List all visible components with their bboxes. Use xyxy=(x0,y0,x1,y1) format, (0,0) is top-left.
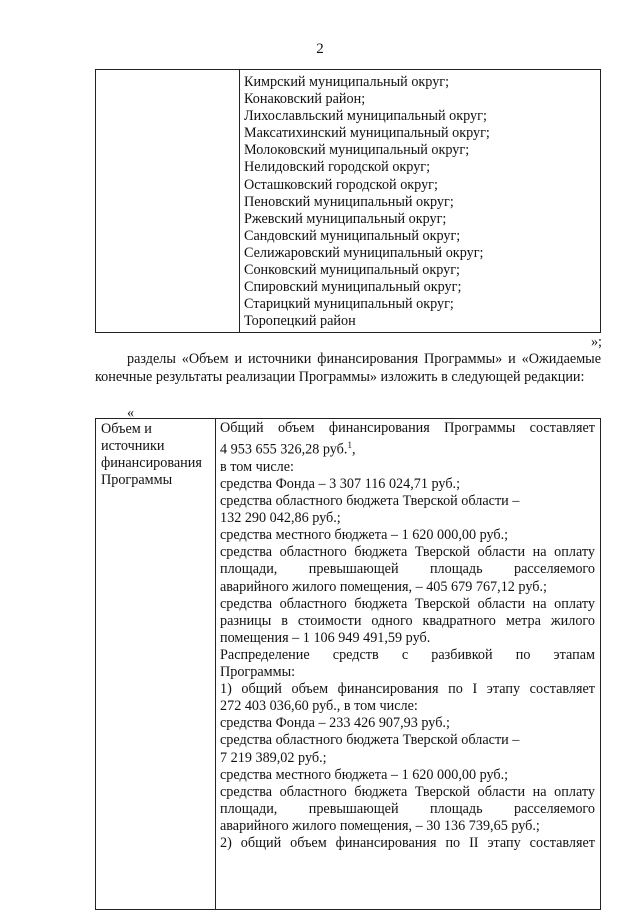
district-item: Старицкий муниципальный округ; xyxy=(244,296,454,313)
district-item: Молоковский муниципальный округ; xyxy=(244,142,470,159)
district-item: Ржевский муниципальный округ; xyxy=(244,210,447,227)
page-number: 2 xyxy=(316,41,324,57)
funding-line: средства Фонда – 233 426 907,93 руб.; xyxy=(220,715,450,732)
section-label: Объем и источники финансирования Программы xyxy=(96,419,216,909)
funding-line: аварийного жилого помещения, – 30 136 739,65 руб.; xyxy=(220,817,540,834)
funding-line: разницы в стоимости одного квадратного метра жилого xyxy=(220,612,595,629)
funding-line: 7 219 389,02 руб.; xyxy=(220,749,327,766)
district-item: Лихославльский муниципальный округ; xyxy=(244,108,487,125)
opening-quote: « xyxy=(127,405,135,421)
district-item: Сонковский муниципальный округ; xyxy=(244,262,460,279)
funding-line: средства местного бюджета – 1 620 000,00 руб.; xyxy=(220,766,509,783)
footnote-marker: 1 xyxy=(347,440,352,451)
funding-total-line xyxy=(220,437,595,459)
funding-line: аварийного жилого помещения, – 405 679 767,12 руб.; xyxy=(220,578,547,595)
funding-line: Общий объем финансирования Программы составляет xyxy=(220,420,595,436)
funding-line: в том числе: xyxy=(220,458,294,475)
funding-line: средства областного бюджета Тверской области на оплату xyxy=(220,595,595,612)
funding-line: площади, превышающей площадь расселяемого xyxy=(220,800,595,817)
funding-line: средства областного бюджета Тверской области на оплату xyxy=(220,783,595,800)
district-item: Осташковский городской округ; xyxy=(244,176,438,193)
funding-line: площади, превышающей площадь расселяемого xyxy=(220,561,595,578)
funding-line: средства областного бюджета Тверской области – xyxy=(220,493,520,510)
funding-line: 2) общий объем финансирования по II этапу составляет xyxy=(220,834,595,851)
district-item: Максатихинский муниципальный округ; xyxy=(244,125,490,142)
district-item: Сандовский муниципальный округ; xyxy=(244,227,461,244)
funding-line: средства областного бюджета Тверской области на оплату xyxy=(220,544,595,561)
funding-table xyxy=(95,418,601,910)
funding-line: 272 403 036,60 руб., в том числе: xyxy=(220,698,418,715)
district-item: Селижаровский муниципальный округ; xyxy=(244,244,484,261)
district-item: Пеновский муниципальный округ; xyxy=(244,193,454,210)
funding-line: средства областного бюджета Тверской области – xyxy=(220,732,520,749)
district-item: Кимрский муниципальный округ; xyxy=(244,74,450,90)
district-item: Торопецкий район xyxy=(244,313,356,330)
funding-line: Распределение средств с разбивкой по этапам xyxy=(220,646,595,663)
empty-label-cell xyxy=(96,70,240,332)
funding-content xyxy=(216,419,600,909)
funding-total-suffix: , xyxy=(351,441,356,458)
district-item: Нелидовский городской округ; xyxy=(244,159,431,176)
closing-quote: »; xyxy=(590,334,602,350)
funding-line: средства Фонда – 3 307 116 024,71 руб.; xyxy=(220,476,461,493)
funding-line: Программы: xyxy=(220,664,296,681)
funding-line: 132 290 042,86 руб.; xyxy=(220,510,341,527)
funding-line: помещения – 1 106 949 491,59 руб. xyxy=(220,629,431,646)
district-item: Конаковский район; xyxy=(244,91,366,108)
district-item: Спировский муниципальный округ; xyxy=(244,279,462,296)
districts-table xyxy=(95,69,601,333)
funding-line: 1) общий объем финансирования по I этапу составляет xyxy=(220,681,595,698)
districts-list xyxy=(240,70,600,332)
intro-paragraph: разделы «Объем и источники финансирования Программы» и «Ожидаемые конечные результаты реализации Программы» изложить в следующей редакции: xyxy=(95,351,601,385)
funding-total-amount: 4 953 655 326,28 руб. xyxy=(220,441,348,458)
funding-line: средства местного бюджета – 1 620 000,00 руб.; xyxy=(220,527,509,544)
